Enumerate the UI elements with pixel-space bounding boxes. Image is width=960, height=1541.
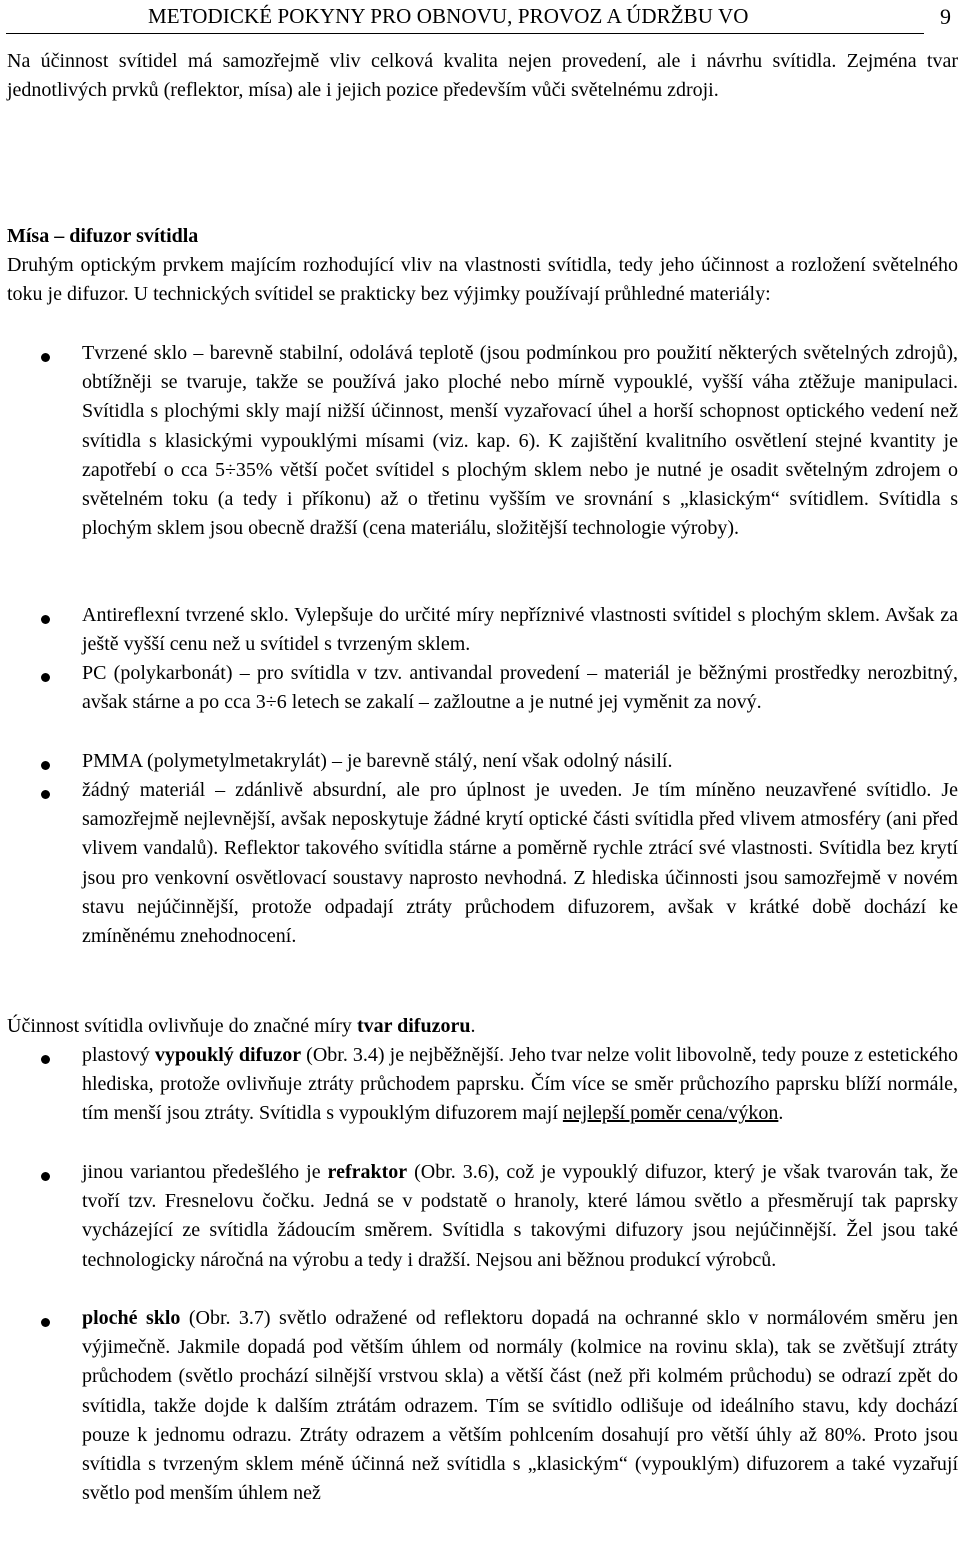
shape-item	[82, 1041, 958, 1129]
bullet-dot	[41, 790, 50, 799]
shape-item-bold: refraktor	[327, 1161, 408, 1183]
bullet-dot	[41, 615, 50, 624]
shape-item-underlined: nejlepší poměr cena/výkon	[562, 1102, 779, 1125]
shape-item-bold: vypouklý difuzor	[154, 1044, 302, 1066]
shape-item-bold: ploché sklo	[82, 1307, 181, 1329]
header-rule	[6, 33, 924, 34]
bullet-dot	[41, 1172, 50, 1181]
shape-item-text: (Obr. 3.7) světlo odražené od reflektoru dopadá na ochranné sklo v normálovém směru jen výjimečně. Jakmile dopadá pod větším úhlem od normály (kolmice na rovinu skla), tak se zvětšují ztráty průchodem (světlo prochází silnější vrstvou skla) a větší část (než při kolmém průchodu) se odrazí zpět do svítidla, takže dojde k dalším ztrátám odrazem. Tím se svítidlo odlišuje od ideálního stavu, kdy dochází pouze k jednomu odrazu. Ztráty odrazem a větším pohlcením dosahují pro větší úhly až 80%. Proto jsou svítidla s tvrzeným sklem méně účinná než svítidla s „klasickým“ (vypouklým) difuzorem a také vyzařují světlo pod menším úhlem než	[82, 1307, 958, 1505]
bullet-dot	[41, 353, 50, 362]
material-item: žádný materiál – zdánlivě absurdní, ale pro úplnost je uveden. Je tím míněno neuzavřené svítidlo. Je samozřejmě nejlevnější, avšak neposkytuje žádné krytí optické části svítidla před vlivem atmosféry (ani před vlivem vandalů). Reflektor takového svítidla stárne a poměrně rychle ztrácí své vlastnosti. Svítidla bez krytí jsou pro venkovní osvětlovací soustavy naprosto nevhodná. Z hlediska účinnosti jsou samozřejmě v novém stavu nejúčinnější, protože odpadají ztráty průchodem difuzorem, avšak v krátké době dochází ke zmíněnému znehodnocení.	[82, 779, 958, 948]
intro-paragraph: Na účinnost svítidel má samozřejmě vliv celková kvalita nejen provedení, ale i návrhu svítidla. Zejména tvar jednotlivých prvků (reflektor, mísa) ale i jejich pozice především vůči světelnému zdroji.	[7, 50, 958, 102]
shape-item	[82, 1158, 958, 1275]
page-number: 9	[940, 4, 951, 29]
page-header	[0, 0, 960, 36]
header-title: METODICKÉ POKYNY PRO OBNOVU, PROVOZ A ÚDRŽBU VO	[148, 4, 749, 28]
shape-lead-text: Účinnost svítidla ovlivňuje do značné míry	[7, 1015, 357, 1037]
shape-lead-bold: tvar difuzoru	[356, 1015, 471, 1037]
shape-item-text: .	[778, 1102, 784, 1125]
shape-item-text: (Obr. 3.4) je nejběžnější. Jeho tvar nelze volit libovolně, tedy pouze z estetického hlediska, protože ovlivňuje ztráty průchodem paprsku. Čím více se směr průchozího paprsku blíží normále, tím menší jsou ztráty. Svítidla s vypouklým difuzorem mají	[82, 1044, 958, 1125]
bullet-dot	[41, 673, 50, 682]
shape-lead-paragraph	[7, 1012, 958, 1041]
material-item: Tvrzené sklo – barevně stabilní, odolává teplotě (jsou podmínkou pro použití některých světelných zdrojů), obtížněji se tvaruje, takže se používá jako ploché nebo mírně vypouklé, vyšší váha ztěžuje manipulaci. Svítidla s plochými skly mají nižší účinnost, menší vyzařovací úhel a horší schopnost optického vedení než svítidla s klasickými vypouklými mísami (viz. kap. 6). K zajištění kvalitního osvětlení stejné kvantity je zapotřebí o cca 5÷35% větší počet svítidel s plochým sklem nebo je nutné je osadit světelným zdrojem o světelném toku (a tedy i příkonu) až o třetinu vyšším ve srovnání s „klasickým“ svítidlem. Svítidla s plochým sklem jsou obecně dražší (cena materiálu, složitější technologie výroby).	[82, 342, 958, 540]
shape-item	[82, 1304, 958, 1508]
material-item: Antireflexní tvrzené sklo. Vylepšuje do určité míry nepříznivé vlastnosti svítidel s plochým sklem. Avšak za ještě vyšší cenu než u svítidel s tvrzeným sklem.	[82, 604, 958, 656]
shape-item-text: jinou variantou předešlého je	[82, 1161, 328, 1183]
material-item: PMMA (polymetylmetakrylát) – je barevně stálý, není však odolný násilí.	[82, 750, 673, 772]
shape-lead-end: .	[470, 1015, 476, 1037]
bullet-dot	[41, 1318, 50, 1327]
bullet-dot	[41, 1055, 50, 1064]
section-heading: Mísa – difuzor svítidla	[7, 225, 199, 247]
bullet-dot	[41, 761, 50, 770]
shape-item-text: plastový	[82, 1044, 155, 1066]
material-item: PC (polykarbonát) – pro svítidla v tzv. antivandal provedení – materiál je běžnými prostředky nerozbitný, avšak stárne a po cca 3÷6 letech se zakalí – zažloutne a je nutné jej vyměnit za nový.	[82, 662, 958, 714]
section-paragraph: Druhým optickým prvkem majícím rozhodující vliv na vlastnosti svítidla, tedy jeho účinnost a rozložení světelného toku je difuzor. U technických svítidel se prakticky bez výjimky používají průhledné materiály:	[7, 254, 958, 306]
shape-item-text: (Obr. 3.6), což je vypouklý difuzor, který je však tvarován tak, že tvoří tzv. Fresnelovu čočku. Jedná se v podstatě o hranoly, které lámou světlo a přesměrují tak paprsky vycházející ze svítidla žádoucím směrem. Svítidla s takovými difuzory jsou nejúčinnější. Žel jsou také technologicky náročná na výrobu a tedy i dražší. Nejsou ani běžnou produkcí výrobců.	[82, 1161, 958, 1271]
